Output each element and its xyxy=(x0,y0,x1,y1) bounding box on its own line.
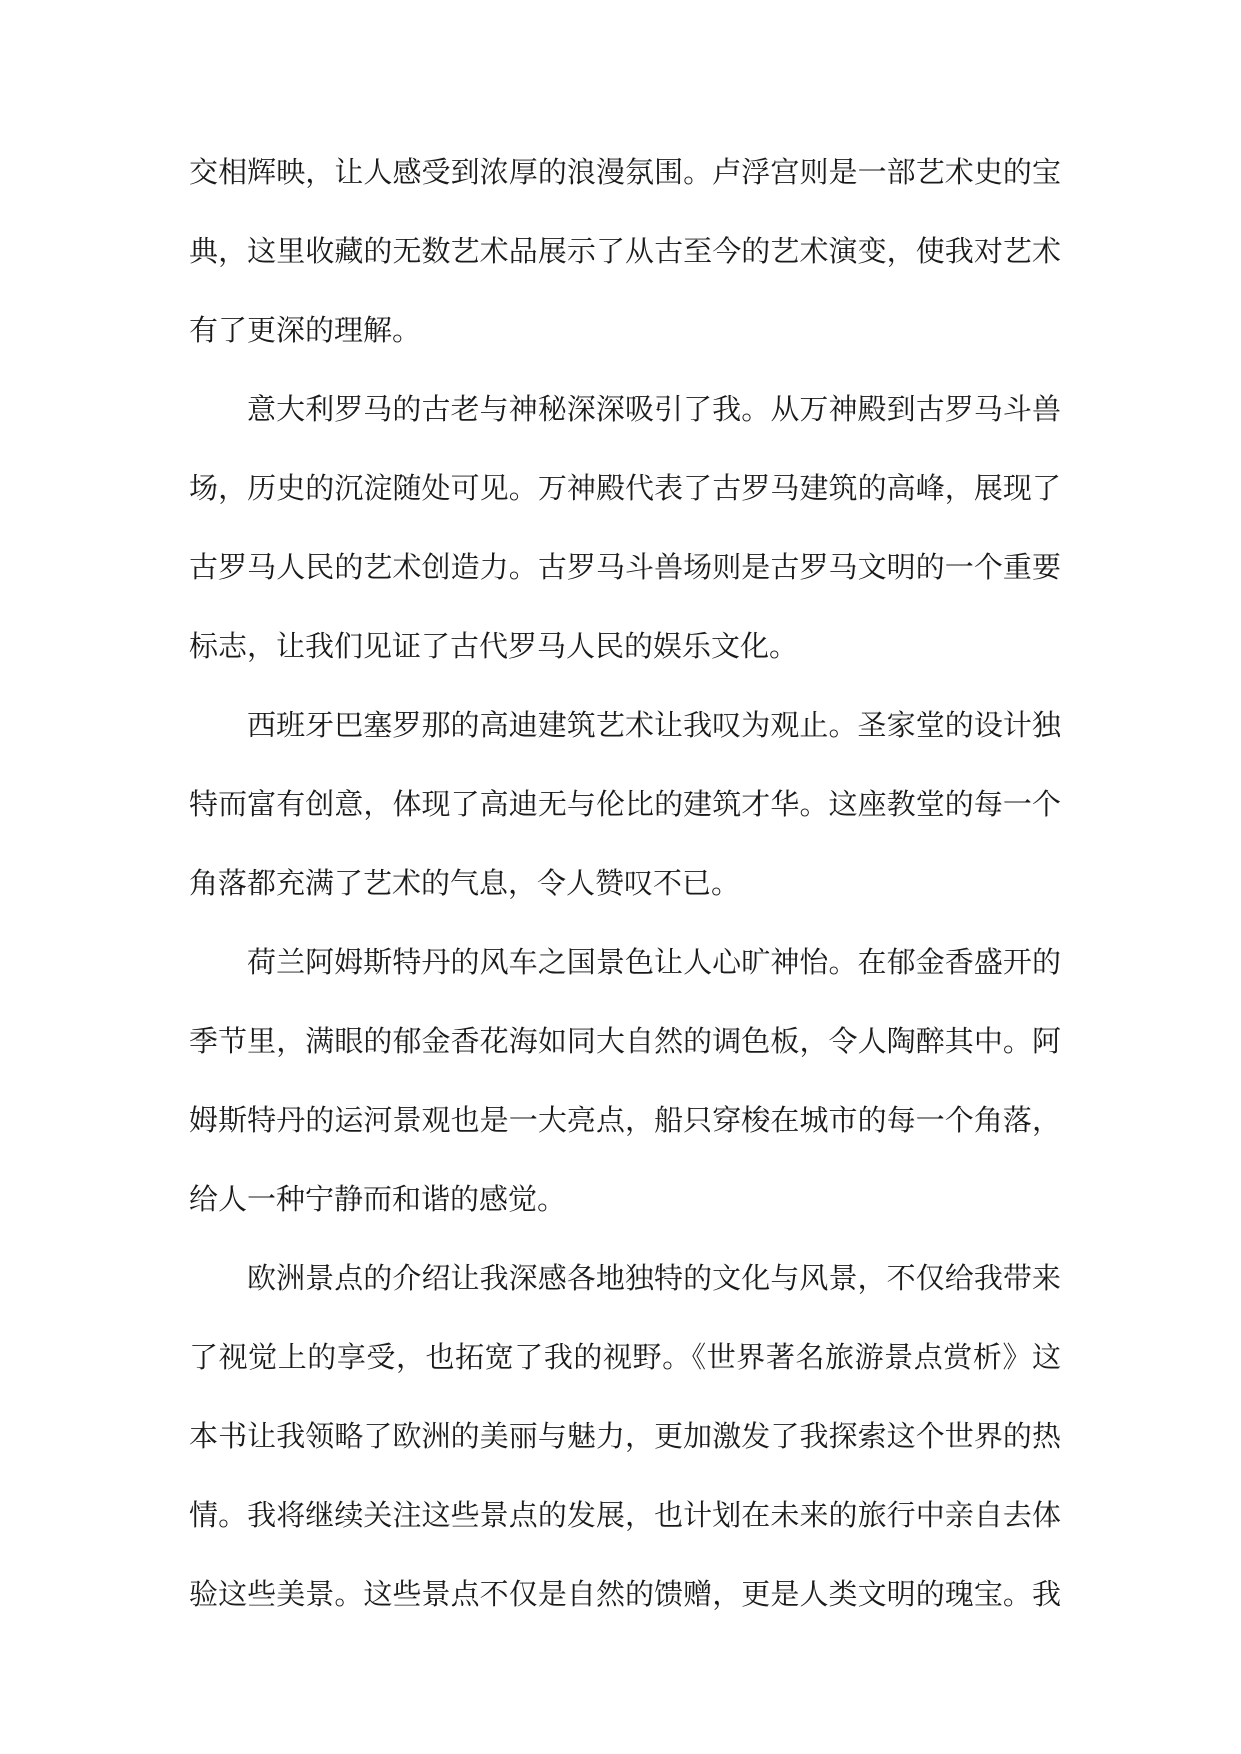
paragraph-first-line: 荷兰阿姆斯特丹的风车之国景色让人心旷神怡。在郁金香盛开的 xyxy=(247,945,1061,979)
text-line: 季节里，满眼的郁金香花海如同大自然的调色板，令人陶醉其中。阿 xyxy=(189,1024,1061,1058)
text-line: 验这些美景。这些景点不仅是自然的馈赠，更是人类文明的瑰宝。我 xyxy=(189,1577,1061,1611)
text-line: 典，这里收藏的无数艺术品展示了从古至今的艺术演变，使我对艺术 xyxy=(189,234,1061,268)
text-line: 本书让我领略了欧洲的美丽与魅力，更加激发了我探索这个世界的热 xyxy=(189,1419,1061,1453)
body-text xyxy=(189,140,1061,1641)
text-line: 标志，让我们见证了古代罗马人民的娱乐文化。 xyxy=(189,629,799,663)
paragraph-first-line: 欧洲景点的介绍让我深感各地独特的文化与风景，不仅给我带来 xyxy=(247,1261,1061,1295)
text-line: 给人一种宁静而和谐的感觉。 xyxy=(189,1182,567,1216)
text-line: 古罗马人民的艺术创造力。古罗马斗兽场则是古罗马文明的一个重要 xyxy=(189,550,1061,584)
text-line: 有了更深的理解。 xyxy=(189,313,422,347)
text-line: 场，历史的沉淀随处可见。万神殿代表了古罗马建筑的高峰，展现了 xyxy=(189,471,1061,505)
text-line: 交相辉映，让人感受到浓厚的浪漫氛围。卢浮宫则是一部艺术史的宝 xyxy=(189,155,1061,189)
text-line: 情。我将继续关注这些景点的发展，也计划在未来的旅行中亲自去体 xyxy=(189,1498,1061,1532)
text-line: 特而富有创意，体现了高迪无与伦比的建筑才华。这座教堂的每一个 xyxy=(189,787,1061,821)
text-line: 了视觉上的享受，也拓宽了我的视野。《世界著名旅游景点赏析》这 xyxy=(189,1340,1061,1374)
paragraph-first-line: 意大利罗马的古老与神秘深深吸引了我。从万神殿到古罗马斗兽 xyxy=(247,392,1061,426)
text-line: 姆斯特丹的运河景观也是一大亮点，船只穿梭在城市的每一个角落， xyxy=(189,1103,1061,1137)
text-line: 角落都充满了艺术的气息，令人赞叹不已。 xyxy=(189,866,741,900)
paragraph-first-line: 西班牙巴塞罗那的高迪建筑艺术让我叹为观止。圣家堂的设计独 xyxy=(247,708,1061,742)
